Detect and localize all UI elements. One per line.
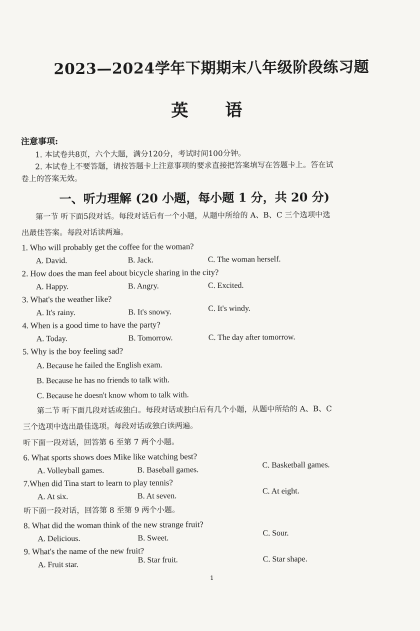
part1-instruction-cont: 出最佳答案。每段对话读两遍。	[21, 227, 128, 238]
option-a: A. It's rainy.	[36, 307, 76, 318]
notice-item-2: 2. 本试卷上不要答题，请按答题卡上注意事项的要求直接把答案填写在答题卡上。答在试	[35, 160, 334, 172]
options-7	[37, 486, 405, 502]
notice-item-2-cont: 卷上的答案无效。	[21, 173, 83, 184]
part1-instruction: 第一节 听下面5段对话。每段对话后有一个小题，从题中所给的 A、B、C 三个选项中选	[35, 210, 331, 222]
option-c: C. The day after tomorrow.	[208, 332, 296, 343]
options-3	[36, 303, 404, 318]
option-a: A. Fruit star.	[37, 559, 79, 570]
option-a: A. At six.	[37, 492, 69, 502]
option-b: B. Baseball games.	[137, 465, 199, 475]
question-3: 3. What's the weather like?	[22, 294, 112, 305]
option-b: B. It's snowy.	[128, 307, 172, 317]
option-a: A. Because he failed the English exam.	[36, 360, 163, 371]
option-b: B. At seven.	[137, 491, 177, 501]
subject-title: 英 语	[171, 100, 253, 122]
option-a: A. Delicious.	[37, 533, 81, 544]
question-2: 2. How does the man feel about bicycle sharing in the city?	[21, 267, 219, 279]
options-4	[36, 332, 404, 344]
option-a: A. Volleyball games.	[37, 465, 105, 476]
notice-block	[21, 147, 403, 186]
option-b: B. Because he has no friends to talk with.	[36, 375, 170, 386]
option-c: C. The woman herself.	[207, 254, 281, 265]
notice-item-1: 1. 本试卷共8页，六个大题，满分120分，考试时间100分钟。	[35, 148, 246, 160]
option-c: C. Basketball games.	[262, 460, 330, 470]
page-number: 1	[210, 574, 214, 583]
option-b: B. Jack.	[127, 255, 154, 265]
question-4: 4. When is a good time to have the party?	[22, 320, 161, 331]
dialog-8-9-instruction: 听下面一段对话，回答第 8 至第 9 两个小题。	[23, 505, 180, 516]
dialog-6-7-instruction: 听下面一段对话，回答第 6 至第 7 两个小题。	[23, 437, 180, 448]
question-7: 7.When did Tina start to learn to play tennis?	[23, 478, 173, 489]
option-c: C. Sour.	[262, 528, 289, 538]
options-6	[37, 460, 405, 476]
part2-instruction-cont: 三个选项中选出最佳选项。每段对话或独白读两遍。	[22, 421, 198, 432]
option-b: B. Tomorrow.	[128, 333, 173, 343]
part2-instruction: 第二节 听下面几段对话或独白。每段对话或独白后有几个小题，从题中所给的 A、B、C	[36, 404, 332, 416]
question-5: 5. Why is the boy feeling sad?	[22, 346, 124, 357]
option-b: B. Angry.	[127, 281, 159, 291]
notice-heading: 注意事项:	[20, 137, 59, 148]
option-a: A. Happy.	[35, 281, 69, 292]
option-c: C. It's windy.	[208, 303, 251, 314]
option-b: B. Sweet.	[137, 533, 169, 543]
options-5	[37, 358, 405, 402]
exam-title: 2023—2024学年下期期末八年级阶段练习题	[53, 57, 370, 79]
option-a: A. David.	[35, 256, 68, 266]
option-c: C. Star shape.	[262, 554, 308, 564]
option-c: C. At eight.	[262, 486, 300, 496]
section-heading-listening: 一、听力理解 (20 小题，每小题 1 分，共 20 分)	[59, 190, 330, 207]
options-1	[36, 254, 404, 266]
options-9	[37, 554, 406, 570]
question-9: 9. What's the name of the new fruit?	[23, 546, 145, 557]
option-c: C. Because he doesn't know whom to talk with.	[36, 390, 189, 401]
option-b: B. Star fruit.	[137, 555, 178, 565]
question-6: 6. What sports shows does Mike like watching best?	[23, 452, 198, 463]
options-8	[37, 528, 406, 544]
question-8: 8. What did the woman think of the new strange fruit?	[23, 520, 204, 531]
question-1: 1. Who will probably get the coffee for the woman?	[21, 242, 194, 253]
option-a: A. Today.	[36, 334, 68, 344]
options-2	[36, 280, 404, 292]
option-c: C. Excited.	[207, 280, 244, 291]
